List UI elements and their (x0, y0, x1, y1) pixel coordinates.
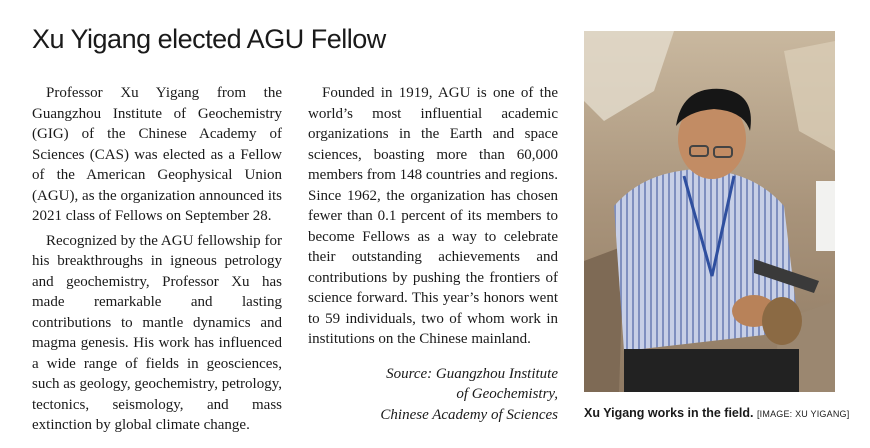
article-column-right (308, 83, 558, 425)
paragraph-3: Founded in 1919, AGU is one of the world’s most influential academic organizations in the Earth and space sciences, boasting more than 60,000 members from 148 countries and regions. Since 1962, the organization has chosen fewer than 0.1 percent of its members to become Fellows as a way to celebrate their outstanding achievements and contributions by pushing the frontiers of science forward. This year’s honors went to 59 individuals, two of whom work in institutions on the Chinese mainland. (308, 85, 558, 347)
field-photo (584, 31, 835, 392)
caption-text: Xu Yigang works in the field. (584, 406, 754, 420)
paragraph-2: Recognized by the AGU fellowship for his breakthroughs in igneous petrology and geochemistry, Professor Xu has made remarkable and lasting contributions to mantle dynamics and magma genesis. His work has influenced a wide range of fields in geosciences, such as geology, geochemistry, petrology, tectonics, seismology, and mass extinction by global climate change. (32, 232, 282, 433)
article-column-left (32, 83, 282, 440)
field-photo-illustration (584, 31, 835, 392)
photo-caption (584, 406, 850, 420)
source-line: of Geochemistry, (456, 386, 558, 402)
photo-credit: [IMAGE: XU YIGANG] (756, 409, 850, 419)
source-line: Source: Guangzhou Institute (386, 365, 558, 382)
source-attribution (308, 364, 558, 426)
headline: Xu Yigang elected AGU Fellow (32, 24, 386, 54)
source-line: Chinese Academy of Sciences (380, 406, 558, 423)
paragraph-1: Professor Xu Yigang from the Guangzhou Institute of Geochemistry (GIG) of the Chinese Academy of Sciences (CAS) was elected as a Fellow of the American Geophysical Union (AGU), as the organization announced its 2021 class of Fellows on September 28. (32, 85, 282, 224)
